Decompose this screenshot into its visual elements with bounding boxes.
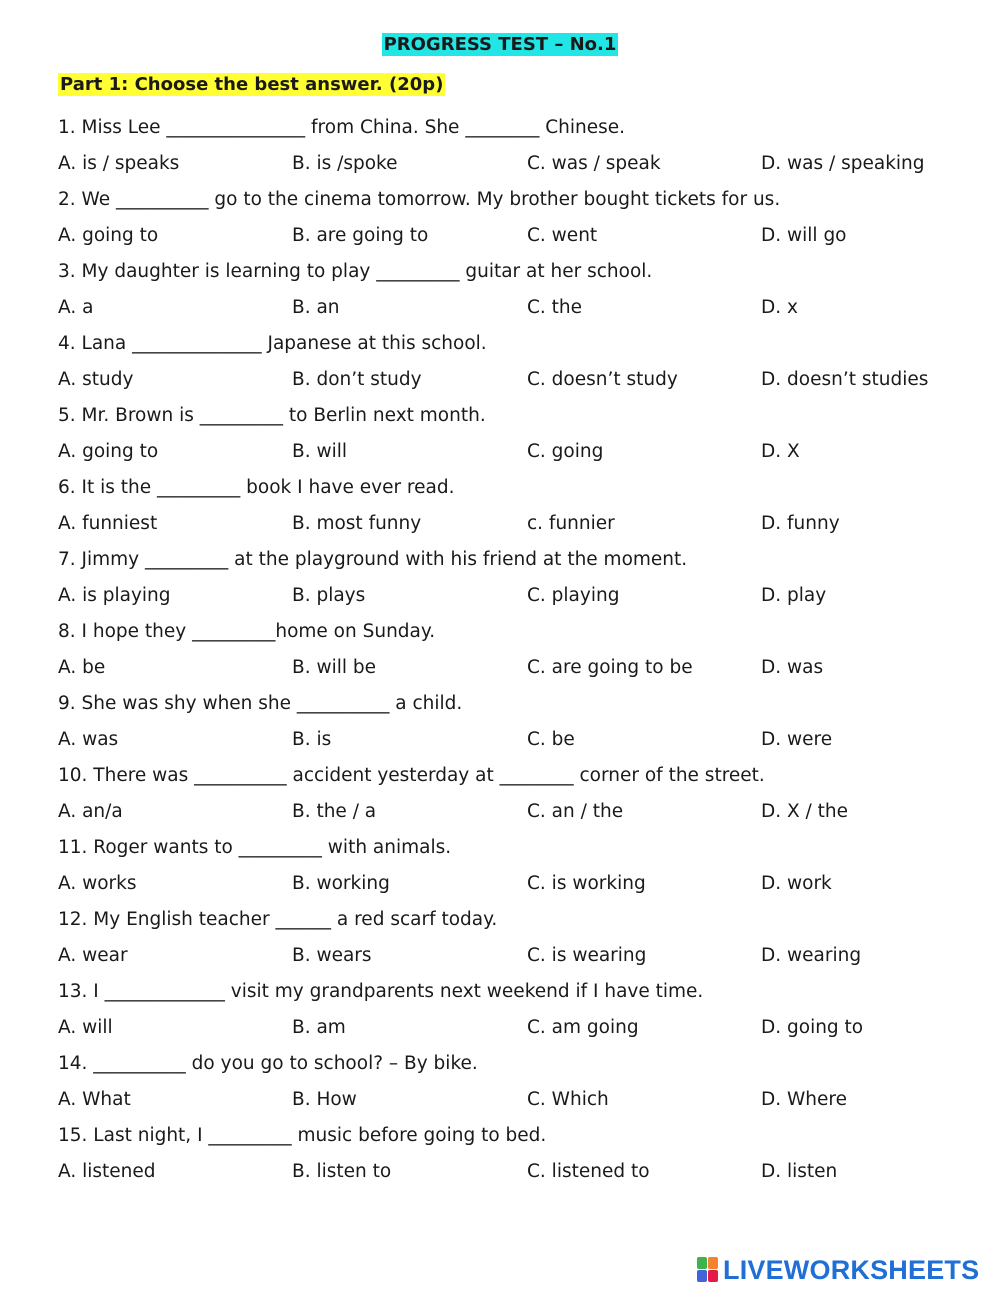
answer-options <box>58 655 958 691</box>
option-a[interactable]: A. study <box>58 369 134 390</box>
option-b[interactable]: B. an <box>292 297 340 318</box>
option-c[interactable]: C. was / speak <box>527 153 661 174</box>
question-8 <box>58 619 958 691</box>
option-d[interactable]: D. wearing <box>761 945 862 966</box>
option-c[interactable]: C. an / the <box>527 801 624 822</box>
question-text: 1. Miss Lee _______________ from China. She ________ Chinese. <box>58 117 625 138</box>
option-b[interactable]: B. don’t study <box>292 369 422 390</box>
option-c[interactable]: C. going <box>527 441 604 462</box>
option-c[interactable]: C. doesn’t study <box>527 369 678 390</box>
question-text: 15. Last night, I _________ music before going to bed. <box>58 1125 547 1146</box>
option-c[interactable]: C. the <box>527 297 583 318</box>
option-b[interactable]: B. is <box>292 729 332 750</box>
question-7 <box>58 547 958 619</box>
question-text: 6. It is the _________ book I have ever read. <box>58 477 455 498</box>
option-b[interactable]: B. plays <box>292 585 366 606</box>
option-a[interactable]: A. a <box>58 297 94 318</box>
option-b[interactable]: B. working <box>292 873 390 894</box>
option-c[interactable]: c. funnier <box>527 513 615 534</box>
option-d[interactable]: D. will go <box>761 225 847 246</box>
question-12 <box>58 907 958 979</box>
answer-options <box>58 943 958 979</box>
option-d[interactable]: D. funny <box>761 513 840 534</box>
question-5 <box>58 403 958 475</box>
answer-options <box>58 871 958 907</box>
question-11 <box>58 835 958 907</box>
option-a[interactable]: A. be <box>58 657 106 678</box>
option-a[interactable]: A. works <box>58 873 137 894</box>
answer-options <box>58 223 958 259</box>
question-text: 3. My daughter is learning to play _________ guitar at her school. <box>58 261 653 282</box>
answer-options <box>58 1015 958 1051</box>
answer-options <box>58 727 958 763</box>
question-4 <box>58 331 958 403</box>
option-b[interactable]: B. is /spoke <box>292 153 398 174</box>
answer-options <box>58 511 958 547</box>
answer-options <box>58 799 958 835</box>
question-text: 10. There was __________ accident yesterday at ________ corner of the street. <box>58 765 765 786</box>
question-1 <box>58 115 958 187</box>
option-d[interactable]: D. was <box>761 657 824 678</box>
option-b[interactable]: B. will be <box>292 657 377 678</box>
option-d[interactable]: D. were <box>761 729 833 750</box>
option-a[interactable]: A. listened <box>58 1161 156 1182</box>
liveworksheets-logo[interactable] <box>697 1253 979 1287</box>
part-heading: Part 1: Choose the best answer. (20p) <box>60 74 444 95</box>
option-d[interactable]: D. Where <box>761 1089 847 1110</box>
option-d[interactable]: D. play <box>761 585 827 606</box>
option-a[interactable]: A. going to <box>58 441 159 462</box>
option-d[interactable]: D. doesn’t studies <box>761 369 929 390</box>
question-14 <box>58 1051 958 1123</box>
option-c[interactable]: C. went <box>527 225 598 246</box>
question-list <box>58 115 958 1195</box>
option-c[interactable]: C. listened to <box>527 1161 650 1182</box>
option-b[interactable]: B. How <box>292 1089 357 1110</box>
option-b[interactable]: B. the / a <box>292 801 377 822</box>
answer-options <box>58 439 958 475</box>
option-b[interactable]: B. listen to <box>292 1161 392 1182</box>
question-text: 13. I _____________ visit my grandparents next weekend if I have time. <box>58 981 704 1002</box>
question-text: 11. Roger wants to _________ with animals. <box>58 837 452 858</box>
answer-options <box>58 583 958 619</box>
option-a[interactable]: A. an/a <box>58 801 123 822</box>
liveworksheets-logo-icon <box>697 1257 719 1283</box>
question-13 <box>58 979 958 1051</box>
option-d[interactable]: D. listen <box>761 1161 838 1182</box>
question-text: 8. I hope they _________home on Sunday. <box>58 621 436 642</box>
option-c[interactable]: C. are going to be <box>527 657 693 678</box>
option-b[interactable]: B. most funny <box>292 513 422 534</box>
question-text: 7. Jimmy _________ at the playground with his friend at the moment. <box>58 549 688 570</box>
option-d[interactable]: D. work <box>761 873 832 894</box>
option-a[interactable]: A. funniest <box>58 513 158 534</box>
question-15 <box>58 1123 958 1195</box>
option-a[interactable]: A. wear <box>58 945 128 966</box>
question-text: 9. She was shy when she __________ a child. <box>58 693 463 714</box>
question-2 <box>58 187 958 259</box>
option-a[interactable]: A. was <box>58 729 119 750</box>
option-c[interactable]: C. is wearing <box>527 945 647 966</box>
question-text: 14. __________ do you go to school? – By bike. <box>58 1053 478 1074</box>
option-b[interactable]: B. are going to <box>292 225 429 246</box>
logo-text: LIVEWORKSHEETS <box>723 1254 980 1285</box>
option-d[interactable]: D. x <box>761 297 798 318</box>
option-b[interactable]: B. wears <box>292 945 372 966</box>
question-9 <box>58 691 958 763</box>
page-title: PROGRESS TEST – No.1 <box>383 34 617 55</box>
answer-options <box>58 151 958 187</box>
option-a[interactable]: A. going to <box>58 225 159 246</box>
option-d[interactable]: D. X <box>761 441 800 462</box>
question-10 <box>58 763 958 835</box>
option-c[interactable]: C. playing <box>527 585 620 606</box>
option-d[interactable]: D. was / speaking <box>761 153 925 174</box>
option-a[interactable]: A. What <box>58 1089 131 1110</box>
option-c[interactable]: C. is working <box>527 873 646 894</box>
option-b[interactable]: B. will <box>292 441 348 462</box>
answer-options <box>58 367 958 403</box>
option-a[interactable]: A. is playing <box>58 585 171 606</box>
answer-options <box>58 1087 958 1123</box>
question-3 <box>58 259 958 331</box>
question-6 <box>58 475 958 547</box>
answer-options <box>58 1159 958 1195</box>
option-d[interactable]: D. going to <box>761 1017 864 1038</box>
option-b[interactable]: B. am <box>292 1017 346 1038</box>
option-a[interactable]: A. is / speaks <box>58 153 180 174</box>
option-c[interactable]: C. am going <box>527 1017 639 1038</box>
question-text: 4. Lana ______________ Japanese at this school. <box>58 333 487 354</box>
answer-options <box>58 295 958 331</box>
option-a[interactable]: A. will <box>58 1017 113 1038</box>
option-c[interactable]: C. be <box>527 729 575 750</box>
question-text: 2. We __________ go to the cinema tomorrow. My brother bought tickets for us. <box>58 189 781 210</box>
question-text: 12. My English teacher ______ a red scarf today. <box>58 909 498 930</box>
question-text: 5. Mr. Brown is _________ to Berlin next month. <box>58 405 486 426</box>
option-c[interactable]: C. Which <box>527 1089 609 1110</box>
option-d[interactable]: D. X / the <box>761 801 849 822</box>
